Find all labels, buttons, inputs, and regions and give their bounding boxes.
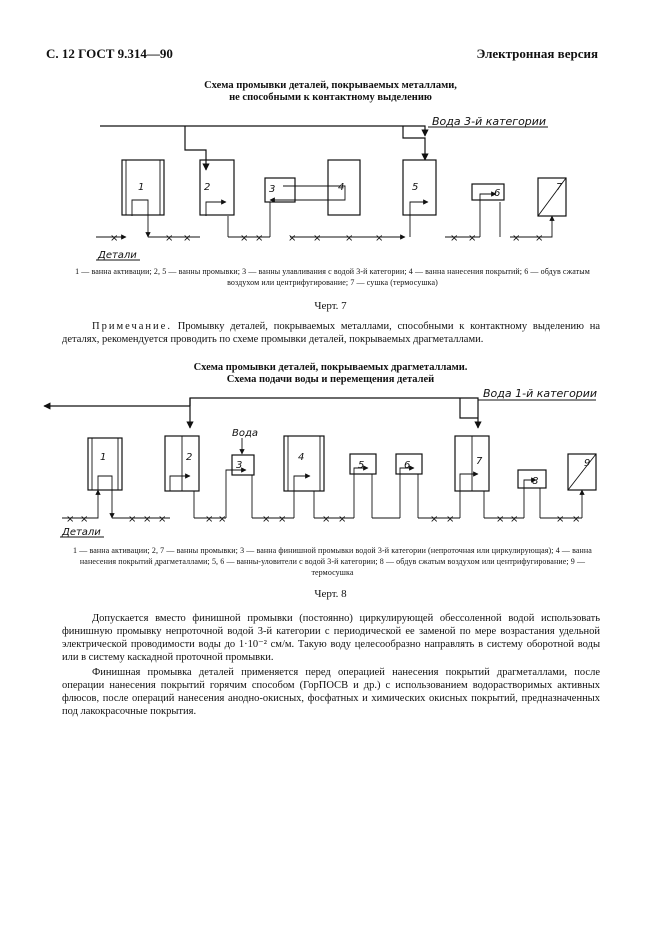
scheme8-caption: 1 — ванна активации; 2, 7 — ванны промывки; 3 — ванна финишной промывки водой 3-й категории (непроточная или циркулирующая); 4 — ванна нанесения покрытий драгметаллами; 5, 6 — ванны-уловители с водой 3-й категории; 8 — обдув сжатым воздухом или центрифугирование; 9 — термосушка <box>73 546 592 577</box>
svg-text:×: × <box>255 233 264 244</box>
body-paragraph-1: Допускается вместо финишной промывки (постоянно) циркулирующей обессоленной водой использовать финишную промывку непроточной водой 3-й категории с периодической ее заменой по мере возрастания удельной электрической проводимости воды до 1·10⁻² см/м. Такую воду целесообразно направлять в систему оборотной воды или в систему каскадной проточной промывки. <box>62 613 600 663</box>
note-text: Промывку деталей, покрываемых металлами, способными к контактному выделению на деталях, рекомендуется проводить по схеме промывки деталей, покрываемых драгметаллами. <box>62 321 600 345</box>
scheme8-bath-2-label: 2 <box>186 452 193 463</box>
scheme8-chart-label: Черт. 8 <box>314 588 347 600</box>
svg-text:×: × <box>205 514 214 525</box>
scheme7-bath-5-label: 5 <box>412 182 419 193</box>
scheme7-diagram <box>0 110 661 270</box>
body-paragraph-2: Финишная промывка деталей применяется перед операцией нанесения покрытий драгметаллами, после операции нанесения покрытий горячим способом (ГорПОСВ и др.) с использованием водорастворимых активных флюсов, после операций нанесения анодно-окисных, фосфатных и химических окисных покрытий, предназначенных под лакокрасочные покрытия. <box>62 667 600 717</box>
svg-text:×: × <box>572 514 581 525</box>
scheme8-parts-label: Детали <box>62 527 101 538</box>
page-header-left: С. 12 ГОСТ 9.314—90 <box>46 46 173 61</box>
svg-text:×: × <box>165 233 174 244</box>
svg-text:×: × <box>446 514 455 525</box>
note-paragraph <box>62 320 600 346</box>
scheme7-title-line2: не способными к контактному выделению <box>229 92 432 103</box>
scheme8-bath-4 <box>284 436 324 491</box>
svg-text:×: × <box>430 514 439 525</box>
svg-text:×: × <box>158 514 167 525</box>
scheme7-parts-markers <box>110 233 543 244</box>
scheme8-small-water-label: Вода <box>232 428 259 439</box>
scheme8-diagram <box>0 388 661 538</box>
scheme7-bath-4-label: 4 <box>338 182 345 193</box>
svg-text:×: × <box>240 233 249 244</box>
svg-text:×: × <box>278 514 287 525</box>
svg-text:×: × <box>345 233 354 244</box>
scheme7-parts-label: Детали <box>98 250 137 261</box>
scheme8-bath-1-label: 1 <box>100 452 107 463</box>
scheme8-bath-7-label: 7 <box>476 456 483 467</box>
svg-text:×: × <box>322 514 331 525</box>
scheme7-bath-2-label: 2 <box>204 182 211 193</box>
scheme8-bath-3-label: 3 <box>236 460 243 471</box>
svg-text:×: × <box>183 233 192 244</box>
scheme7-bath-6-label: 6 <box>494 188 501 199</box>
scheme7-bath-7-label: 7 <box>556 182 563 193</box>
page-header-right: Электронная версия <box>476 46 598 61</box>
scheme7-bath-1-label: 1 <box>138 182 145 193</box>
svg-text:×: × <box>218 514 227 525</box>
svg-text:×: × <box>496 514 505 525</box>
svg-text:×: × <box>288 233 297 244</box>
scheme7-title-line1: Схема промывки деталей, покрываемых металлами, <box>204 80 457 91</box>
svg-text:×: × <box>313 233 322 244</box>
svg-text:×: × <box>510 514 519 525</box>
svg-text:×: × <box>66 514 75 525</box>
scheme8-title <box>0 362 661 386</box>
scheme7-caption: 1 — ванна активации; 2, 5 — ванны промывки; 3 — ванны улавливания с водой 3-й категории; 4 — ванна нанесения покрытий; 6 — обдув сжатым воздухом или центрифугирование; 7 — сушка (термосушка) <box>75 267 590 287</box>
scheme7-title <box>0 80 661 104</box>
svg-text:×: × <box>80 514 89 525</box>
svg-text:×: × <box>450 233 459 244</box>
scheme7-water-line <box>100 126 425 136</box>
svg-text:×: × <box>375 233 384 244</box>
svg-text:×: × <box>556 514 565 525</box>
scheme8-bath-5-label: 5 <box>358 460 365 471</box>
svg-text:×: × <box>512 233 521 244</box>
scheme7-bath-5 <box>403 160 436 215</box>
svg-text:×: × <box>143 514 152 525</box>
scheme8-bath-9-label: 9 <box>584 458 591 469</box>
note-label: Примечание. <box>92 321 172 332</box>
scheme7-chart-label: Черт. 7 <box>314 300 347 312</box>
scheme8-water-line <box>190 398 478 428</box>
scheme7-bath-3-label: 3 <box>269 184 276 195</box>
scheme8-water-label: Вода 1-й категории <box>483 387 598 400</box>
scheme8-title-line1: Схема промывки деталей, покрываемых драгметаллами. <box>193 362 468 373</box>
svg-text:×: × <box>468 233 477 244</box>
scheme8-parts-markers <box>66 514 580 525</box>
svg-text:×: × <box>110 233 119 244</box>
scheme8-bath-6-label: 6 <box>404 460 411 471</box>
svg-text:×: × <box>535 233 544 244</box>
svg-text:×: × <box>262 514 271 525</box>
scheme8-bath-8-label: 8 <box>532 476 539 487</box>
scheme7-water-label: Вода 3-й категории <box>432 115 547 128</box>
svg-text:×: × <box>128 514 137 525</box>
scheme8-title-line2: Схема подачи воды и перемещения деталей <box>226 374 435 385</box>
scheme8-bath-1 <box>88 438 122 490</box>
svg-text:×: × <box>338 514 347 525</box>
scheme8-bath-4-label: 4 <box>298 452 305 463</box>
